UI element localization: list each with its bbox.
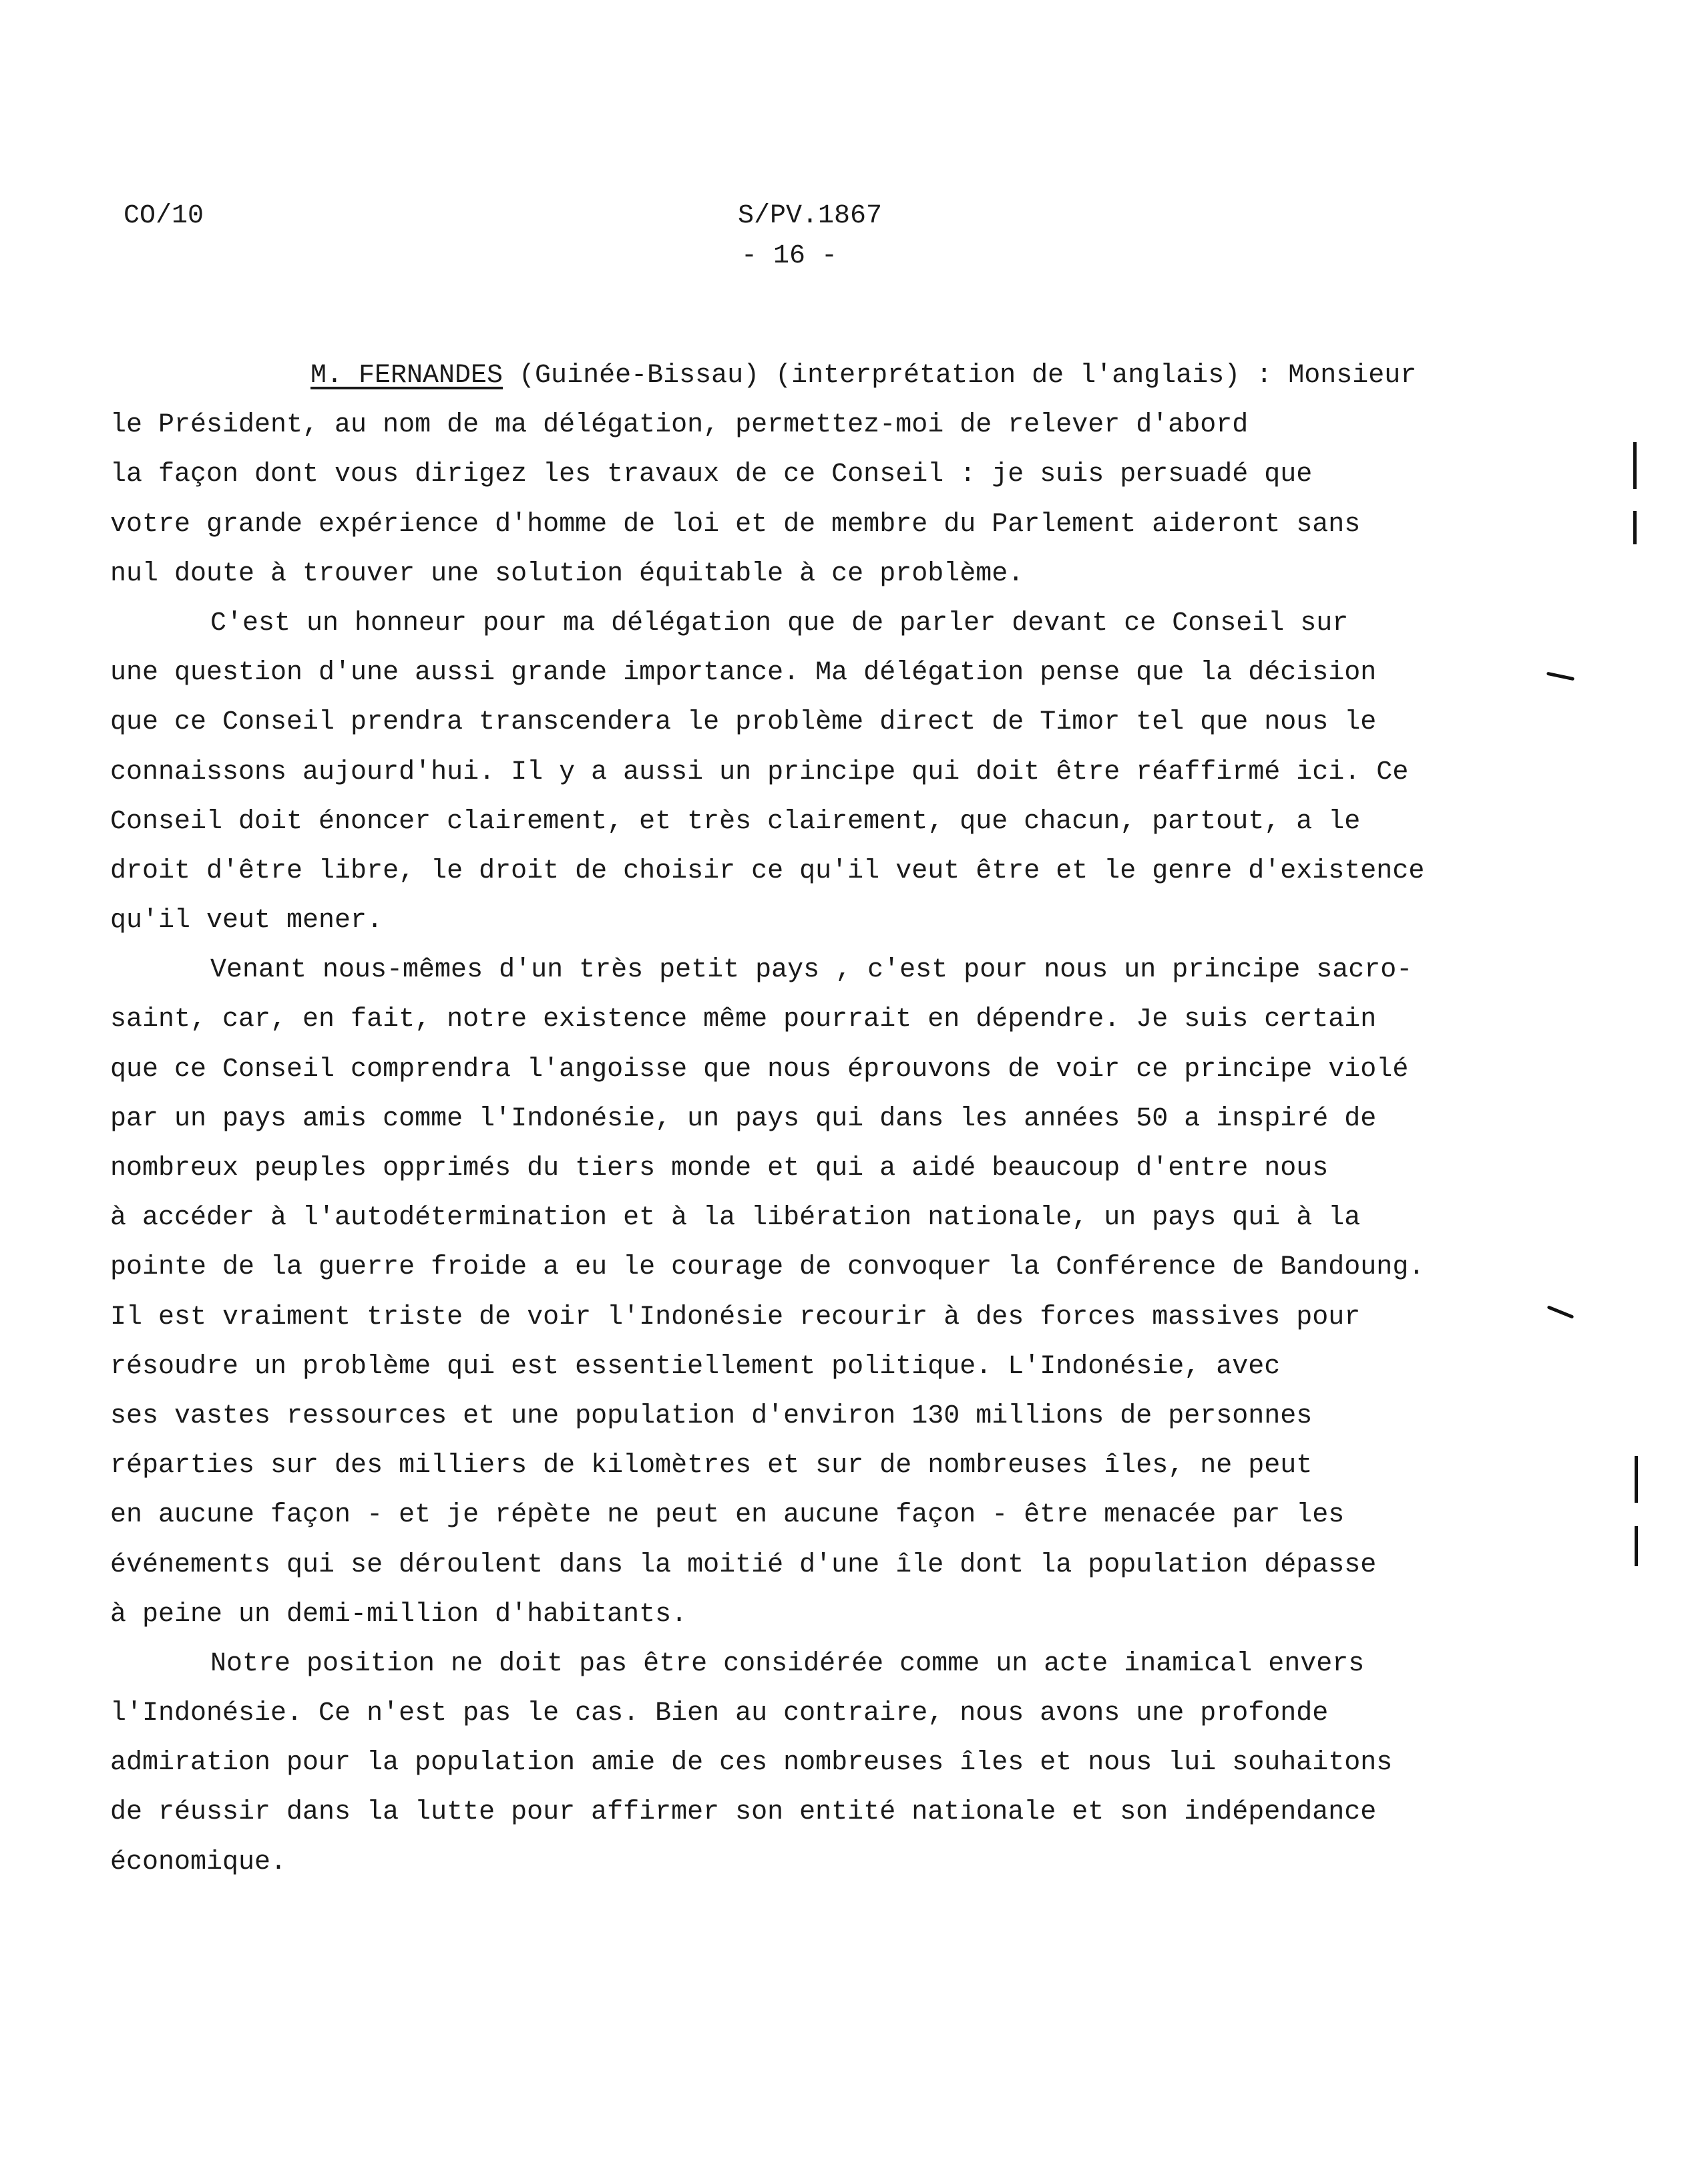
margin-change-bar xyxy=(1633,442,1637,489)
speech-line: Notre position ne doit pas être considérée comme un acte inamical envers xyxy=(210,1648,1365,1679)
speech-line: admiration pour la population amie de ces nombreuses îles et nous lui souhaitons xyxy=(110,1748,1393,1779)
speech-line: qu'il veut mener. xyxy=(110,906,383,936)
speech-line: connaissons aujourd'hui. Il y a aussi un principe qui doit être réaffirmé ici. Ce xyxy=(110,757,1409,787)
speech-line: Venant nous-mêmes d'un très petit pays , c'est pour nous un principe sacro- xyxy=(210,955,1413,986)
speech-line: le Président, au nom de ma délégation, permettez-moi de relever d'abord xyxy=(110,410,1249,441)
speech-line: en aucune façon - et je répète ne peut en aucune façon - être menacée par les xyxy=(110,1500,1345,1531)
speech-line: à accéder à l'autodétermination et à la libération nationale, un pays qui à la xyxy=(110,1203,1361,1234)
margin-change-bar xyxy=(1633,511,1637,544)
speech-line: que ce Conseil prendra transcendera le problème direct de Timor tel que nous le xyxy=(110,707,1377,738)
page-number: - 16 - xyxy=(741,241,838,271)
speech-line: nul doute à trouver une solution équitable à ce problème. xyxy=(110,558,1024,589)
speech-line: une question d'une aussi grande importance. Ma délégation pense que la décision xyxy=(110,658,1377,689)
speech-line: ses vastes ressources et une population d'environ 130 millions de personnes xyxy=(110,1401,1313,1431)
speech-line: nombreux peuples opprimés du tiers monde et qui a aidé beaucoup d'entre nous xyxy=(110,1153,1329,1184)
speech-line: par un pays amis comme l'Indonésie, un pays qui dans les années 50 a inspiré de xyxy=(110,1103,1377,1134)
margin-scan-mark xyxy=(1547,1305,1574,1318)
speech-line: Il est vraiment triste de voir l'Indonésie recourir à des forces massives pour xyxy=(110,1302,1361,1332)
speech-line: résoudre un problème qui est essentiellement politique. L'Indonésie, avec xyxy=(110,1351,1281,1382)
speaker-intro: (Guinée-Bissau) (interprétation de l'anglais) : Monsieur xyxy=(503,361,1417,391)
speech-line: Conseil doit énoncer clairement, et très clairement, que chacun, partout, a le xyxy=(110,806,1361,837)
speech-line: la façon dont vous dirigez les travaux de ce Conseil : je suis persuadé que xyxy=(110,460,1313,490)
speech-line: droit d'être libre, le droit de choisir ce qu'il veut être et le genre d'existence xyxy=(110,856,1425,886)
margin-change-bar xyxy=(1635,1526,1638,1566)
document-symbol: S/PV.1867 xyxy=(738,201,883,231)
speech-line: l'Indonésie. Ce n'est pas le cas. Bien au contraire, nous avons une profonde xyxy=(110,1698,1329,1729)
speech-line: à peine un demi-million d'habitants. xyxy=(110,1599,688,1630)
speech-body xyxy=(110,351,1499,1887)
speaker-name: M. FERNANDES xyxy=(310,361,503,391)
speech-line: que ce Conseil comprendra l'angoisse que nous éprouvons de voir ce principe violé xyxy=(110,1054,1409,1085)
speech-line: pointe de la guerre froide a eu le courage de convoquer la Conférence de Bandoung. xyxy=(110,1252,1425,1283)
speech-line: votre grande expérience d'homme de loi et de membre du Parlement aideront sans xyxy=(110,509,1361,540)
speech-line: économique. xyxy=(110,1847,287,1877)
speech-line: C'est un honneur pour ma délégation que de parler devant ce Conseil sur xyxy=(210,608,1349,639)
speech-line: réparties sur des milliers de kilomètres et sur de nombreuses îles, ne peut xyxy=(110,1451,1313,1481)
speech-line: événements qui se déroulent dans la moitié d'une île dont la population dépasse xyxy=(110,1550,1377,1580)
speech-line xyxy=(110,351,1499,401)
margin-scan-mark xyxy=(1546,672,1574,681)
speech-line: saint, car, en fait, notre existence même pourrait en dépendre. Je suis certain xyxy=(110,1005,1377,1035)
document-code: CO/10 xyxy=(124,201,204,231)
margin-change-bar xyxy=(1635,1456,1638,1503)
speech-line: de réussir dans la lutte pour affirmer son entité nationale et son indépendance xyxy=(110,1797,1377,1828)
